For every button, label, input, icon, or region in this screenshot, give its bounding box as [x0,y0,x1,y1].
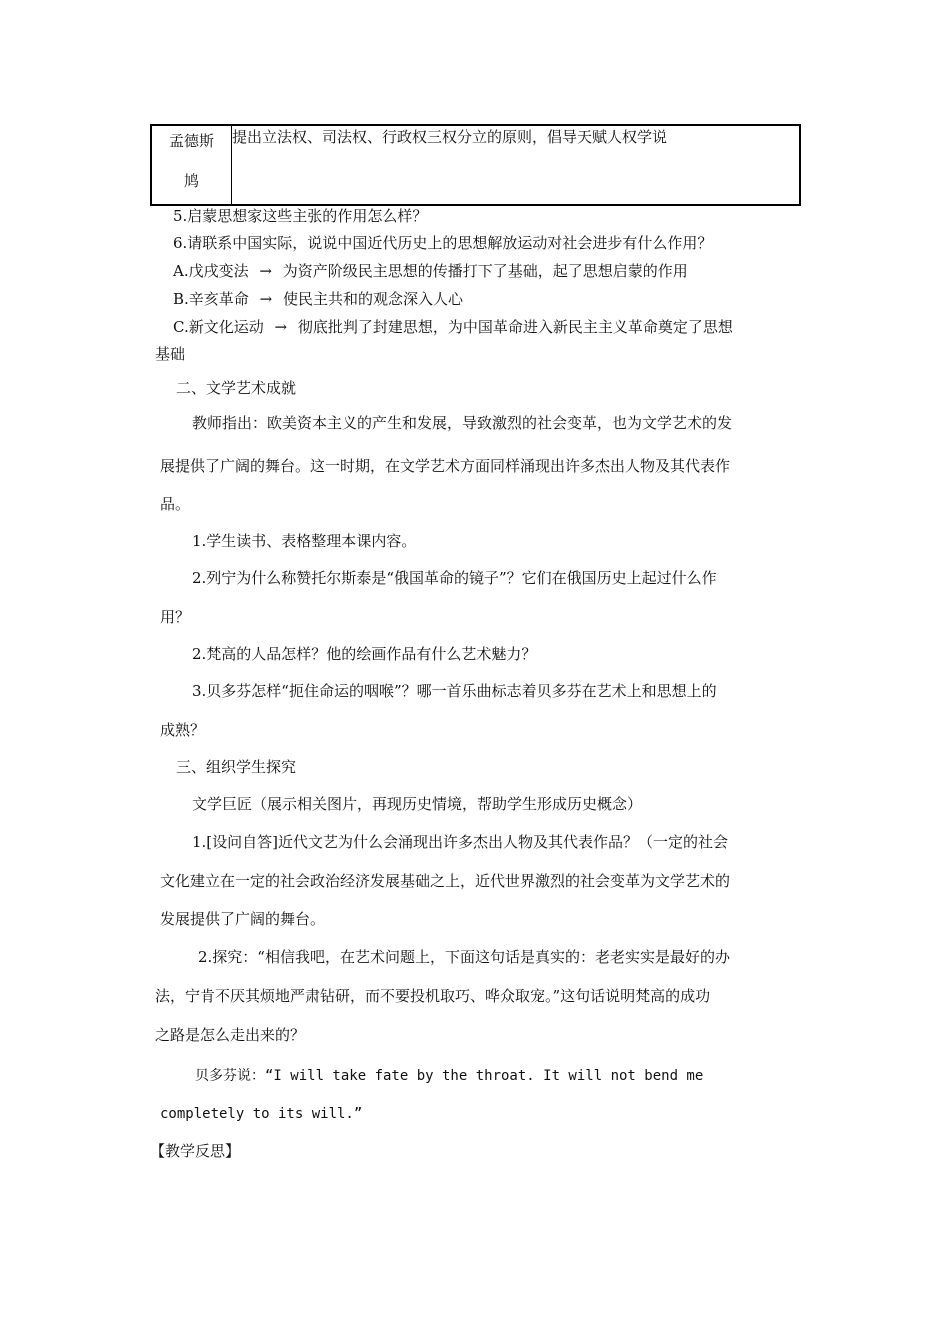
item-c-text: 彻底批判了封建思想，为中国革命进入新民主主义革命奠定了思想 [297,318,733,336]
section-2-point-1: 1.学生读书、表格整理本课内容。 [192,532,417,550]
arrow-icon: → [259,290,273,308]
section-2-heading: 二、文学艺术成就 [176,379,297,397]
item-a-text: 为资产阶级民主思想的传播打下了基础，起了思想启蒙的作用 [282,262,688,280]
beethoven-quote-line2: completely to its will.” [160,1106,363,1122]
section-3-q1-line3: 发展提供了广阔的舞台。 [160,910,326,928]
section-2-point-3: 2.梵高的人品怎样？他的绘画作品有什么艺术魅力？ [192,645,537,663]
section-3-q1-line1: 1.[设问自答]近代文艺为什么会涌现出许多杰出人物及其代表作品？（一定的社会 [192,833,729,851]
thinker-description: 提出立法权、司法权、行政权三权分立的原则，倡导天赋人权学说 [232,125,801,205]
section-3-heading: 三、组织学生探究 [176,758,297,776]
item-c [173,316,733,337]
beethoven-quote-line1: 贝多芬说：“I will take fate by the throat. It will not bend me [195,1068,704,1084]
section-3-q2-line2: 法，宁肯不厌其烦地严肃钻研，而不要投机取巧、哗众取宠。”这句话说明梵高的成功 [155,987,711,1005]
section-3-intro: 文学巨匠（展示相关图片，再现历史情境，帮助学生形成历史概念） [192,795,643,813]
section-2-intro-line2: 展提供了广阔的舞台。这一时期，在文学艺术方面同样涌现出许多杰出人物及其代表作 [160,457,731,475]
question-5: 5.启蒙思想家这些主张的作用怎么样？ [173,207,428,225]
item-c-continued: 基础 [155,345,186,363]
section-3-q1-line2: 文化建立在一定的社会政治经济发展基础之上，近代世界激烈的社会变革为文学艺术的 [160,872,731,890]
thinker-name-line2: 鸠 [183,172,199,190]
question-6: 6.请联系中国实际，说说中国近代历史上的思想解放运动对社会进步有什么作用？ [173,234,713,252]
item-b [173,288,463,309]
item-a-label: A.戊戌变法 [173,262,249,280]
section-2-intro-line3: 品。 [160,495,191,513]
thinker-name-cell [151,125,232,205]
section-2-point-2-line2: 用？ [160,608,191,626]
item-b-text: 使民主共和的观念深入人心 [282,290,463,308]
teaching-reflection-heading: 【教学反思】 [150,1142,241,1160]
section-2-point-4-line1: 3.贝多芬怎样“扼住命运的咽喉”？哪一首乐曲标志着贝多芬在艺术上和思想上的 [192,682,717,700]
section-3-q2-line1: 2.探究：“相信我吧，在艺术问题上，下面这句话是真实的：老老实实是最好的办 [198,948,730,966]
arrow-icon: → [259,262,272,280]
section-2-point-4-line2: 成熟？ [160,721,206,739]
thinker-name-line1: 孟德斯 [168,132,214,150]
item-a [173,260,688,281]
item-c-label: C.新文化运动 [173,318,264,336]
thinker-table [150,124,801,206]
item-b-label: B.辛亥革命 [173,290,249,308]
section-2-intro-line1: 教师指出：欧美资本主义的产生和发展，导致激烈的社会变革，也为文学艺术的发 [192,414,733,432]
arrow-icon: → [274,318,288,336]
section-3-q2-line3: 之路是怎么走出来的？ [155,1026,306,1044]
section-2-point-2-line1: 2.列宁为什么称赞托尔斯泰是“俄国革命的镜子”？它们在俄国历史上起过什么作 [192,569,717,587]
